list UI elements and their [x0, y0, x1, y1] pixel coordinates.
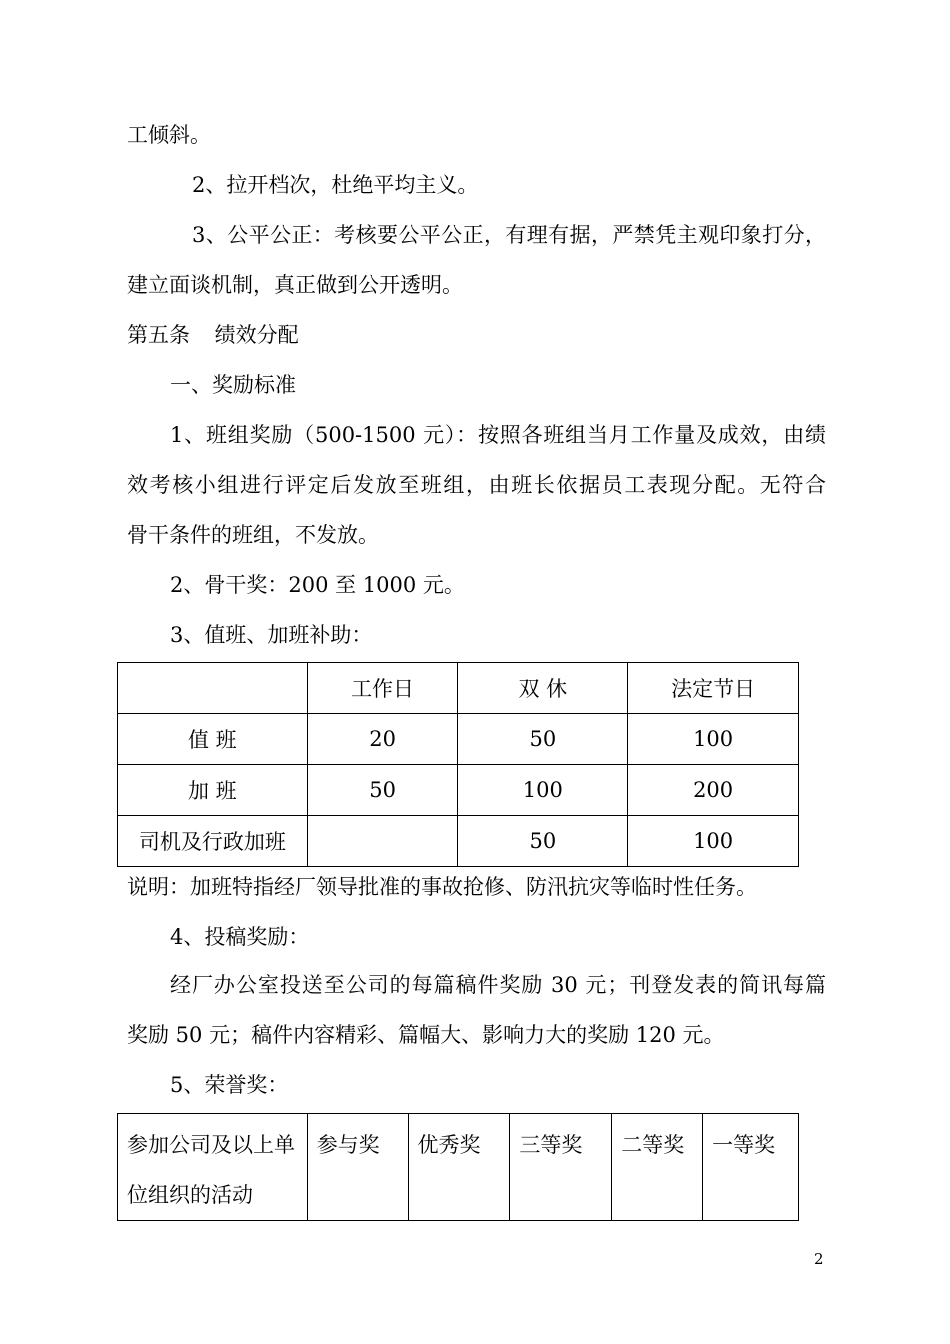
- paragraph-line: 3、值班、加班补助：: [170, 623, 373, 647]
- table-cell: 参加公司及以上单位组织的活动: [118, 1114, 308, 1221]
- honor-award-table: [117, 1113, 799, 1221]
- table-cell: 100: [458, 765, 628, 816]
- paragraph-line: 骨干条件的班组，不发放。: [127, 523, 379, 547]
- table-header-row: [118, 663, 799, 714]
- subsection-heading: 一、奖励标准: [170, 373, 296, 397]
- table-cell: 50: [458, 816, 628, 867]
- table-cell: 参与奖: [307, 1114, 408, 1221]
- table-cell: 200: [628, 765, 799, 816]
- table-cell: 三等奖: [510, 1114, 612, 1221]
- table-row: [118, 1114, 799, 1221]
- section-heading: 第五条 绩效分配: [127, 323, 299, 347]
- table-cell: 一等奖: [703, 1114, 799, 1221]
- table-cell: 二等奖: [612, 1114, 703, 1221]
- table-row: [118, 765, 799, 816]
- paragraph-line: 1、班组奖励（500-1500 元）：按照各班组当月工作量及成效，由绩: [170, 423, 826, 447]
- table-cell: [307, 816, 458, 867]
- table-cell: 20: [307, 714, 458, 765]
- table-cell: 值 班: [118, 714, 308, 765]
- paragraph-line: 5、荣誉奖：: [170, 1073, 289, 1097]
- paragraph-line: 2、骨干奖：200 至 1000 元。: [170, 573, 465, 597]
- table-cell: 加 班: [118, 765, 308, 816]
- table-header-cell: 双 休: [458, 663, 628, 714]
- table-header-cell: 工作日: [307, 663, 458, 714]
- paragraph-line: 4、投稿奖励：: [170, 925, 310, 949]
- page-number: 2: [814, 1250, 824, 1268]
- paragraph-line: 3、公平公正：考核要公平公正，有理有据，严禁凭主观印象打分，: [192, 223, 826, 247]
- table-header-cell: 法定节日: [628, 663, 799, 714]
- paragraph-line: 经厂办公室投送至公司的每篇稿件奖励 30 元；刊登发表的简讯每篇: [170, 973, 826, 997]
- allowance-table: [117, 662, 799, 867]
- table-cell: 司机及行政加班: [118, 816, 308, 867]
- paragraph-line: 建立面谈机制，真正做到公开透明。: [127, 273, 463, 297]
- paragraph-line: 2、拉开档次，杜绝平均主义。: [192, 173, 479, 197]
- table-cell: 50: [458, 714, 628, 765]
- table-header-cell: [118, 663, 308, 714]
- note-line: 说明：加班特指经厂领导批准的事故抢修、防汛抗灾等临时性任务。: [127, 875, 757, 899]
- table-row: [118, 714, 799, 765]
- table-cell: 100: [628, 714, 799, 765]
- table-cell: 50: [307, 765, 458, 816]
- paragraph-line: 工倾斜。: [127, 123, 211, 147]
- paragraph-line: 奖励 50 元；稿件内容精彩、篇幅大、影响力大的奖励 120 元。: [127, 1023, 725, 1047]
- table-cell: 100: [628, 816, 799, 867]
- table-cell: 优秀奖: [408, 1114, 510, 1221]
- table-row: [118, 816, 799, 867]
- paragraph-line: 效考核小组进行评定后发放至班组，由班长依据员工表现分配。无符合: [127, 473, 826, 497]
